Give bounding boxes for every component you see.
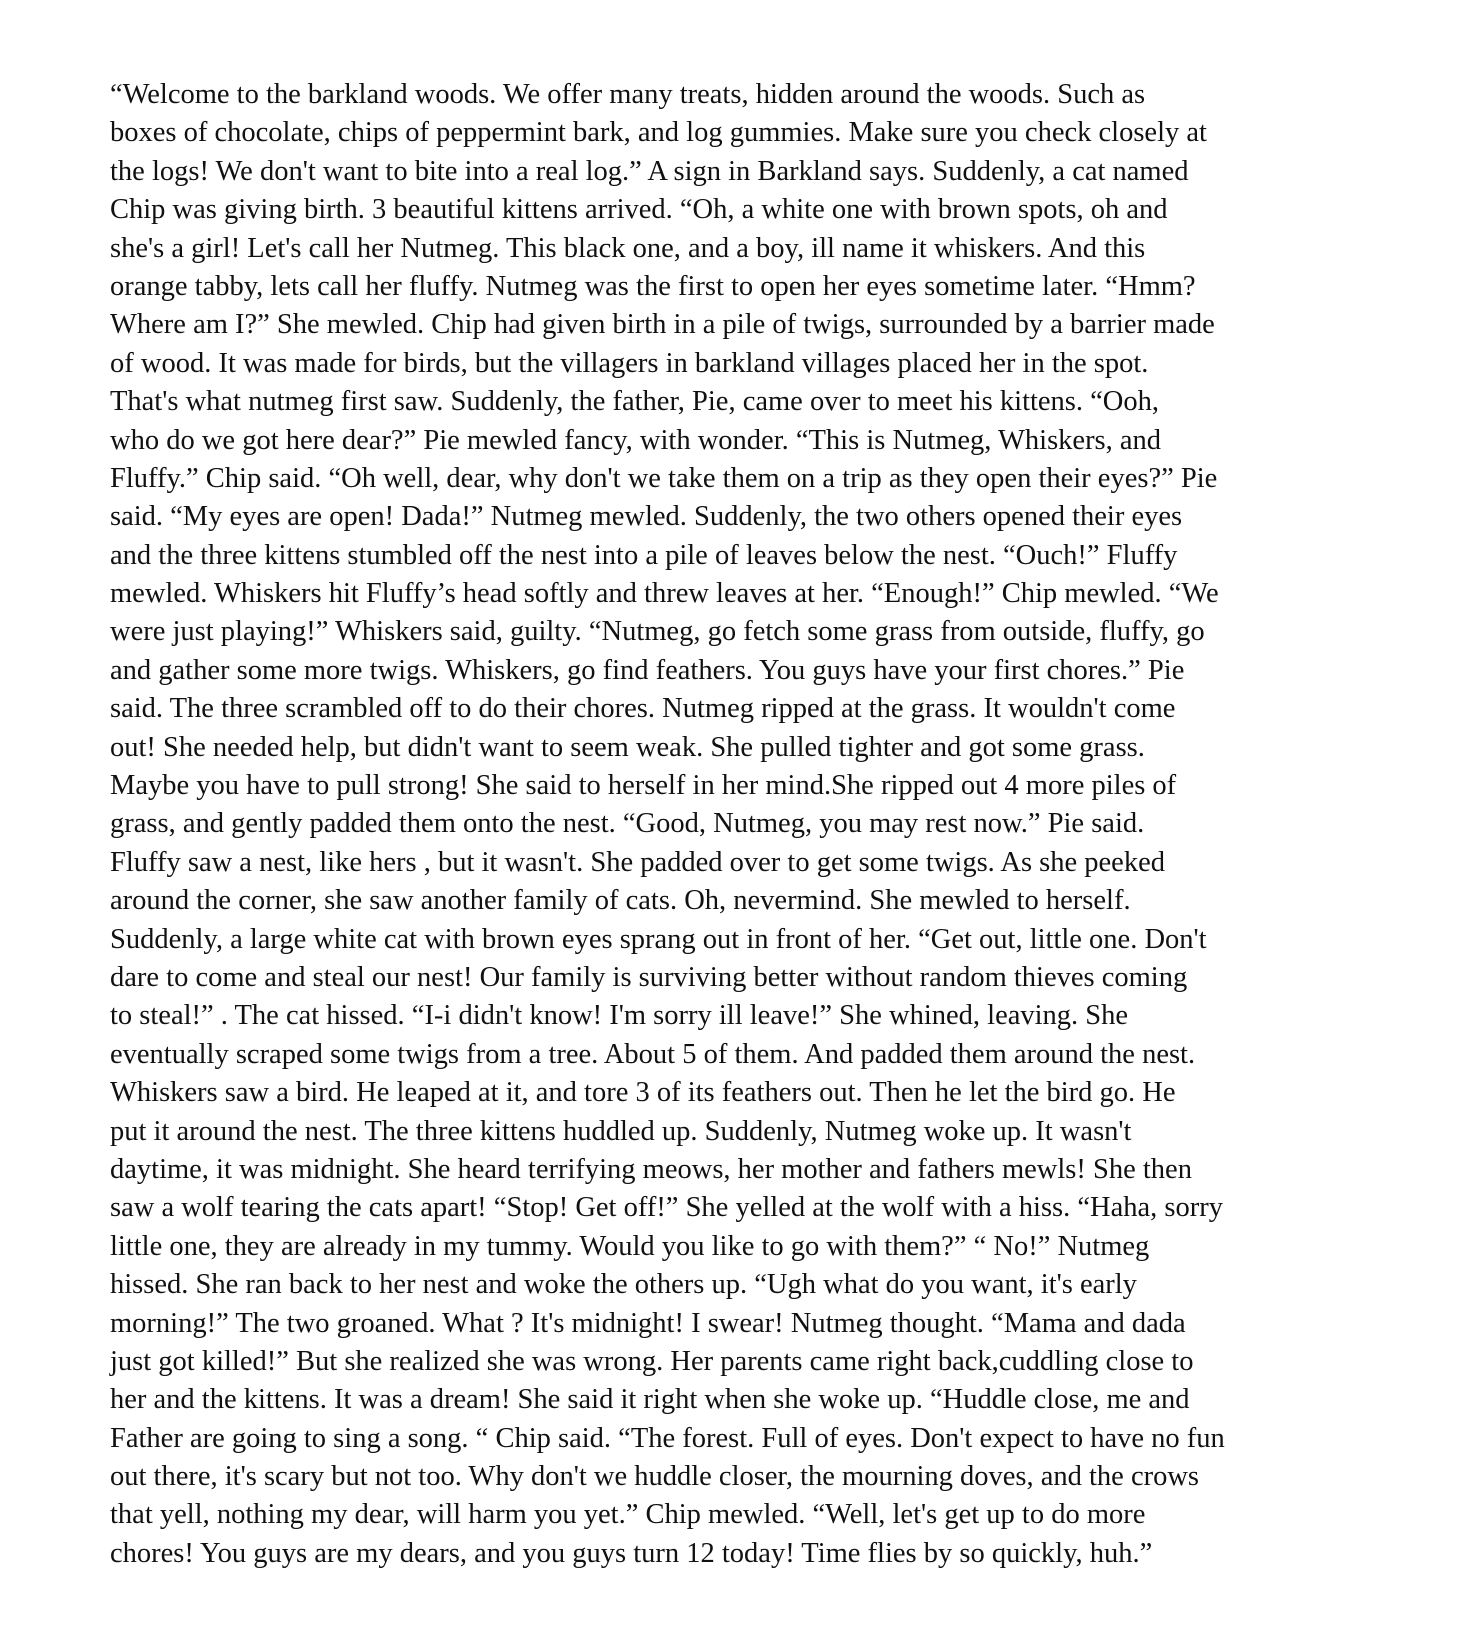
text-line: grass, and gently padded them onto the nest. “Good, Nutmeg, you may rest now.” Pie said. — [110, 808, 1145, 840]
text-line: That's what nutmeg first saw. Suddenly, the father, Pie, came over to meet his kittens. “Ooh, — [110, 386, 1160, 418]
text-line: around the corner, she saw another family of cats. Oh, nevermind. She mewled to herself. — [110, 885, 1131, 917]
text-line: she's a girl! Let's call her Nutmeg. This black one, and a boy, ill name it whiskers. And this — [110, 232, 1146, 264]
text-line: mewled. Whiskers hit Fluffy’s head softly and threw leaves at her. “Enough!” Chip mewled. “We — [110, 578, 1219, 610]
text-line: put it around the nest. The three kittens huddled up. Suddenly, Nutmeg woke up. It wasn't — [110, 1115, 1132, 1147]
text-line: out there, it's scary but not too. Why don't we huddle closer, the mourning doves, and the crows — [110, 1461, 1200, 1493]
story-text-block — [110, 76, 1370, 1573]
text-line: “Welcome to the barkland woods. We offer many treats, hidden around the woods. Such as — [110, 79, 1146, 110]
text-line: orange tabby, lets call her fluffy. Nutmeg was the first to open her eyes sometime later. “Hmm? — [110, 270, 1196, 302]
text-line: little one, they are already in my tummy. Would you like to go with them?” “ No!” Nutmeg — [110, 1230, 1150, 1262]
text-line: Where am I?” She mewled. Chip had given birth in a pile of twigs, surrounded by a barrier made — [110, 309, 1215, 341]
text-line: that yell, nothing my dear, will harm you yet.” Chip mewled. “Well, let's get up to do more — [110, 1499, 1146, 1531]
text-line: to steal!” . The cat hissed. “I-i didn't know! I'm sorry ill leave!” She whined, leaving. She — [110, 1000, 1129, 1032]
text-line: just got killed!” But she realized she was wrong. Her parents came right back,cuddling close to — [110, 1345, 1194, 1377]
text-line: who do we got here dear?” Pie mewled fancy, with wonder. “This is Nutmeg, Whiskers, and — [110, 424, 1162, 456]
text-line: eventually scraped some twigs from a tree. About 5 of them. And padded them around the nest. — [110, 1038, 1196, 1070]
text-line: morning!” The two groaned. What ? It's midnight! I swear! Nutmeg thought. “Mama and dada — [110, 1307, 1186, 1339]
text-line: Fluffy.” Chip said. “Oh well, dear, why don't we take them on a trip as they open their eyes?” Pie — [110, 462, 1218, 494]
text-line: Father are going to sing a song. “ Chip said. “The forest. Full of eyes. Don't expect to have no fun — [110, 1422, 1225, 1454]
text-line: out! She needed help, but didn't want to seem weak. She pulled tighter and got some grass. — [110, 731, 1145, 763]
text-line: and the three kittens stumbled off the nest into a pile of leaves below the nest. “Ouch!” Fluffy — [110, 539, 1178, 571]
text-line: said. The three scrambled off to do their chores. Nutmeg ripped at the grass. It wouldn't come — [110, 693, 1176, 725]
text-line: of wood. It was made for birds, but the villagers in barkland villages placed her in the spot. — [110, 347, 1149, 379]
text-line: boxes of chocolate, chips of peppermint bark, and log gummies. Make sure you check closely at — [110, 117, 1207, 149]
text-line: Chip was giving birth. 3 beautiful kittens arrived. “Oh, a white one with brown spots, oh and — [110, 194, 1168, 226]
text-line: daytime, it was midnight. She heard terrifying meows, her mother and fathers mewls! She then — [110, 1153, 1192, 1185]
text-line: hissed. She ran back to her nest and woke the others up. “Ugh what do you want, it's early — [110, 1269, 1137, 1301]
text-line: dare to come and steal our nest! Our family is surviving better without random thieves coming — [110, 961, 1188, 993]
text-line: said. “My eyes are open! Dada!” Nutmeg mewled. Suddenly, the two others opened their eyes — [110, 501, 1183, 533]
text-line: chores! You guys are my dears, and you guys turn 12 today! Time flies by so quickly, huh.” — [110, 1537, 1153, 1569]
text-line: and gather some more twigs. Whiskers, go find feathers. You guys have your first chores.” Pie — [110, 654, 1185, 686]
text-line: Whiskers saw a bird. He leaped at it, and tore 3 of its feathers out. Then he let the bird go. He — [110, 1077, 1176, 1109]
text-line: Maybe you have to pull strong! She said to herself in her mind.She ripped out 4 more piles of — [110, 770, 1177, 802]
text-line: saw a wolf tearing the cats apart! “Stop! Get off!” She yelled at the wolf with a hiss. “Haha, sorry — [110, 1192, 1223, 1224]
text-line: Suddenly, a large white cat with brown eyes sprang out in front of her. “Get out, little one. Don't — [110, 923, 1207, 955]
text-line: her and the kittens. It was a dream! She said it right when she woke up. “Huddle close, me and — [110, 1384, 1190, 1416]
text-line: Fluffy saw a nest, like hers , but it wasn't. She padded over to get some twigs. As she peeked — [110, 846, 1165, 878]
text-line: the logs! We don't want to bite into a real log.” A sign in Barkland says. Suddenly, a cat named — [110, 155, 1189, 187]
text-line: were just playing!” Whiskers said, guilty. “Nutmeg, go fetch some grass from outside, fluffy, go — [110, 616, 1205, 648]
